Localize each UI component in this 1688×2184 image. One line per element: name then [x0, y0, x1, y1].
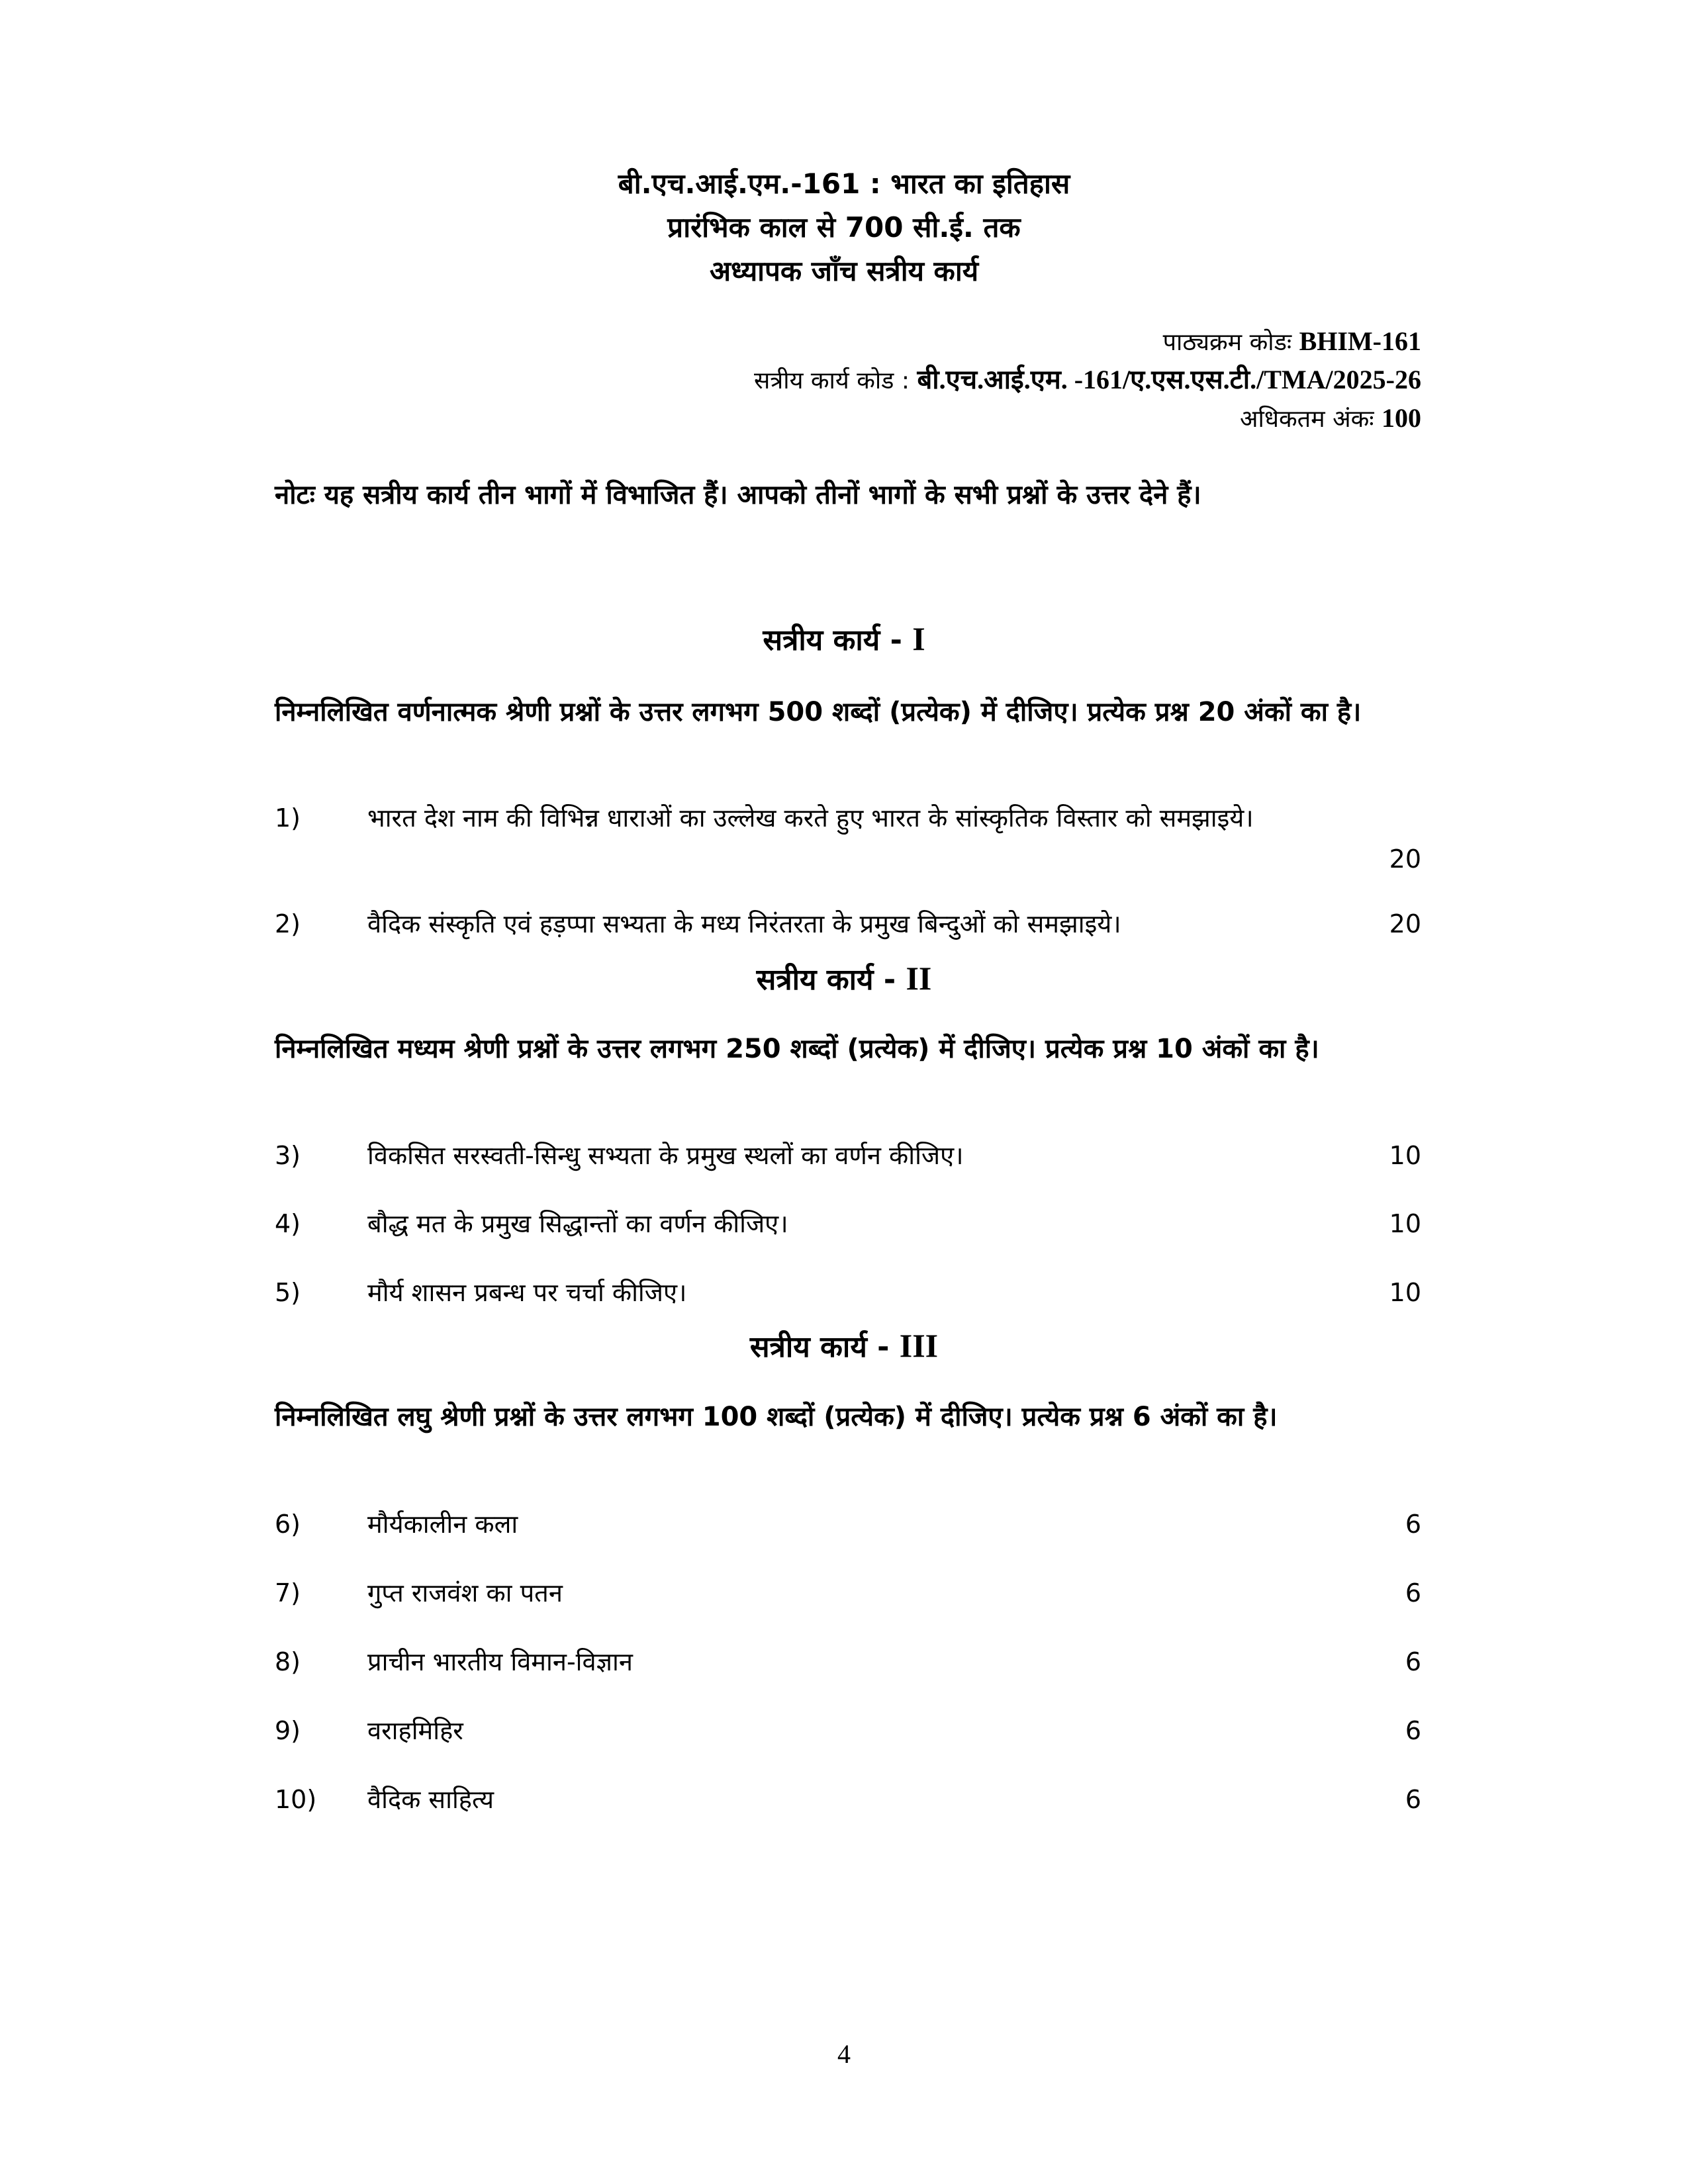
question-number: 6) [275, 1510, 301, 1539]
question-item [275, 1504, 1421, 1545]
question-number: 8) [275, 1647, 301, 1676]
question-text: भारत देश नाम की विभिन्न धाराओं का उल्लेख करते हुए भारत के सांस्कृतिक विस्तार को समझाइये। [367, 803, 1254, 833]
question-item [275, 797, 1421, 880]
course-code: BHIM-161 [1299, 326, 1421, 356]
question-marks: 6 [1405, 1716, 1421, 1745]
note-paragraph: नोटः यह सत्रीय कार्य तीन भागों में विभाजित हैं। आपको तीनों भागों के सभी प्रश्नों के उत्तर देने हैं। [275, 480, 1201, 510]
question-item [275, 903, 1421, 944]
section-heading-1 [0, 619, 1688, 660]
question-text: मौर्य शासन प्रबन्ध पर चर्चा कीजिए। [367, 1278, 687, 1307]
question-item [275, 1710, 1421, 1751]
question-marks: 10 [1389, 1209, 1421, 1238]
section-roman-numeral: I [912, 620, 925, 657]
section-1-instruction: निम्नलिखित वर्णनात्मक श्रेणी प्रश्नों के उत्तर लगभग 500 शब्दों (प्रत्येक) में दीजिए। प्रत्येक प्रश्न 20 अंकों का है। [275, 697, 1362, 727]
question-number: 7) [275, 1578, 301, 1608]
question-number: 1) [275, 803, 301, 833]
section-heading-3 [0, 1326, 1688, 1367]
document-title [0, 162, 1688, 293]
section-roman-numeral: II [906, 960, 932, 997]
section-roman-numeral: III [899, 1327, 939, 1364]
question-text: प्राचीन भारतीय विमान-विज्ञान [367, 1647, 633, 1676]
section-heading-text: सत्रीय कार्य - [763, 623, 913, 657]
question-number: 2) [275, 909, 301, 938]
section-heading-text: सत्रीय कार्य - [749, 1330, 900, 1364]
question-number: 9) [275, 1716, 301, 1745]
question-marks: 10 [1389, 1278, 1421, 1307]
question-marks: 6 [1405, 1785, 1421, 1814]
question-item [275, 1572, 1421, 1614]
assignment-code: बी.एच.आई.एम. -161/ए.एस.एस.टी./TMA/2025-26 [917, 365, 1421, 394]
question-number: 4) [275, 1209, 301, 1238]
question-marks: 6 [1405, 1647, 1421, 1676]
question-number: 10) [275, 1785, 317, 1814]
question-marks: 10 [1389, 1141, 1421, 1170]
question-marks: 20 [1389, 909, 1421, 938]
question-number: 3) [275, 1141, 301, 1170]
question-text: विकसित सरस्वती-सिन्धु सभ्यता के प्रमुख स्थलों का वर्णन कीजिए। [367, 1141, 964, 1170]
question-text: मौर्यकालीन कला [367, 1510, 518, 1539]
max-marks: 100 [1382, 403, 1421, 433]
assignment-code-label: सत्रीय कार्य कोड : [754, 367, 917, 394]
title-line-3: अध्यापक जाँच सत्रीय कार्य [709, 255, 979, 287]
question-text: वैदिक संस्कृति एवं हड़प्पा सभ्यता के मध्य निरंतरता के प्रमुख बिन्दुओं को समझाइये। [367, 909, 1121, 938]
question-item [275, 1203, 1421, 1244]
course-code-label: पाठ्यक्रम कोडः [1162, 329, 1299, 356]
max-marks-line [754, 400, 1421, 438]
question-text: गुप्त राजवंश का पतन [367, 1578, 563, 1608]
max-marks-label: अधिकतम अंकः [1240, 406, 1382, 433]
title-line-1: बी.एच.आई.एम.-161 : भारत का इतिहास [618, 167, 1070, 200]
course-code-line [754, 323, 1421, 361]
question-item [275, 1779, 1421, 1820]
question-text: वैदिक साहित्य [367, 1785, 494, 1814]
question-item [275, 1135, 1421, 1176]
section-heading-2 [0, 958, 1688, 1000]
question-number: 5) [275, 1278, 301, 1307]
section-heading-text: सत्रीय कार्य - [756, 963, 906, 997]
question-text: वराहमिहिर [367, 1716, 463, 1745]
question-item [275, 1641, 1421, 1682]
page-number: 4 [837, 2039, 851, 2069]
assignment-meta [754, 323, 1421, 438]
question-marks: 20 [1389, 844, 1421, 874]
question-text: बौद्ध मत के प्रमुख सिद्धान्तों का वर्णन कीजिए। [367, 1209, 788, 1238]
question-marks: 6 [1405, 1578, 1421, 1608]
question-marks: 6 [1405, 1510, 1421, 1539]
section-2-instruction: निम्नलिखित मध्यम श्रेणी प्रश्नों के उत्तर लगभग 250 शब्दों (प्रत्येक) में दीजिए। प्रत्येक प्रश्न 10 अंकों का है। [275, 1034, 1319, 1064]
title-line-2: प्रारंभिक काल से 700 सी.ई. तक [667, 211, 1021, 244]
assignment-code-line [754, 361, 1421, 400]
question-item [275, 1272, 1421, 1313]
section-3-instruction: निम्नलिखित लघु श्रेणी प्रश्नों के उत्तर लगभग 100 शब्दों (प्रत्येक) में दीजिए। प्रत्येक प्रश्न 6 अंकों का है। [275, 1402, 1278, 1432]
